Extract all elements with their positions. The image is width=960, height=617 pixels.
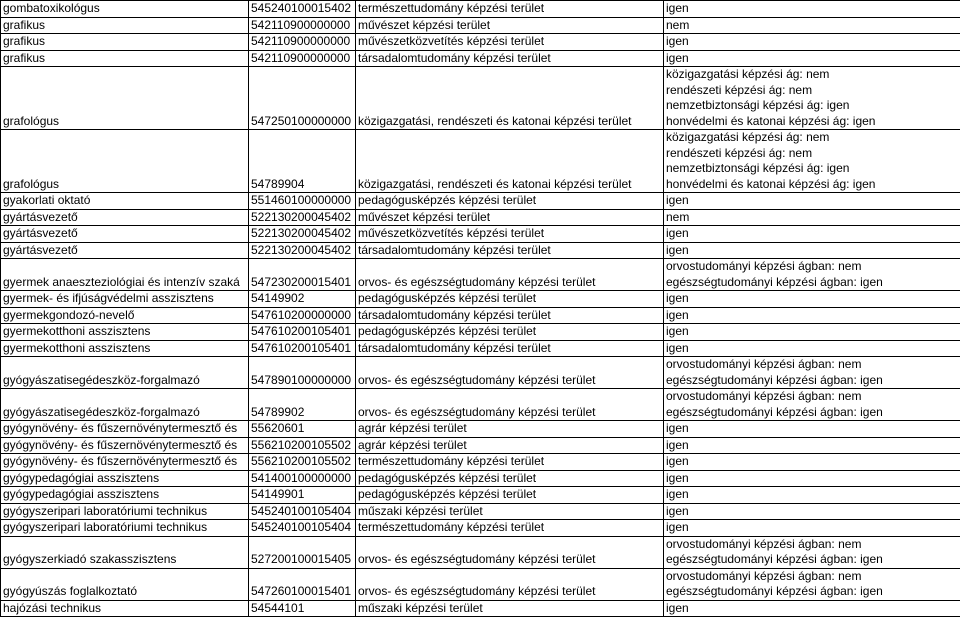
- table-row: [1, 242, 960, 259]
- eligibility-cell: [664, 357, 960, 389]
- training-area-cell: művészetközvetítés képzési terület: [356, 226, 664, 243]
- eligibility-line: igen: [666, 324, 960, 340]
- table-row: [1, 470, 960, 487]
- table-row: [1, 17, 960, 34]
- table-row: [1, 324, 960, 341]
- eligibility-cell: [664, 1, 960, 18]
- qualification-name-cell: gyermekotthoni asszisztens: [1, 324, 249, 341]
- qualification-name-cell: gyermekgondozó-nevelő: [1, 307, 249, 324]
- eligibility-line: honvédelmi és katonai képzési ág: igen: [666, 114, 960, 130]
- eligibility-cell: [664, 242, 960, 259]
- eligibility-line: rendészeti képzési ág: nem: [666, 146, 960, 162]
- table-row: [1, 340, 960, 357]
- eligibility-line: igen: [666, 601, 960, 617]
- qualification-code-cell: 547260100015401: [249, 568, 356, 600]
- training-area-cell: orvos- és egészségtudomány képzési terület: [356, 536, 664, 568]
- eligibility-line: orvostudományi képzési ágban: nem: [666, 569, 960, 585]
- table-row: [1, 50, 960, 67]
- qualification-name-cell: gyógynövény- és fűszernövénytermesztő és: [1, 437, 249, 454]
- table-row: [1, 437, 960, 454]
- qualification-name-cell: gyártásvezető: [1, 242, 249, 259]
- eligibility-cell: [664, 17, 960, 34]
- training-area-cell: természettudomány képzési terület: [356, 520, 664, 537]
- qualification-code-cell: 547230200015401: [249, 259, 356, 291]
- qualification-name-cell: grafikus: [1, 34, 249, 51]
- training-area-cell: társadalomtudomány képzési terület: [356, 50, 664, 67]
- qualification-name-cell: gyártásvezető: [1, 209, 249, 226]
- table-row: [1, 67, 960, 130]
- qualification-name-cell: gyógypedagógiai asszisztens: [1, 470, 249, 487]
- qualification-name-cell: gyógyászatisegédeszköz-forgalmazó: [1, 389, 249, 421]
- training-area-cell: pedagógusképzés képzési terület: [356, 324, 664, 341]
- table-row: [1, 454, 960, 471]
- qualification-code-cell: 547610200105401: [249, 324, 356, 341]
- training-area-cell: pedagógusképzés képzési terület: [356, 487, 664, 504]
- table-row: [1, 503, 960, 520]
- eligibility-cell: [664, 454, 960, 471]
- qualification-name-cell: gyógyszeripari laboratóriumi technikus: [1, 520, 249, 537]
- training-area-cell: pedagógusképzés képzési terület: [356, 470, 664, 487]
- qualification-code-cell: 522130200045402: [249, 242, 356, 259]
- eligibility-cell: [664, 259, 960, 291]
- qualification-code-cell: 545240100105404: [249, 503, 356, 520]
- qualification-code-cell: 551460100000000: [249, 193, 356, 210]
- eligibility-line: egészségtudományi képzési ágban: igen: [666, 275, 960, 291]
- eligibility-line: igen: [666, 438, 960, 454]
- qualification-name-cell: gyakorlati oktató: [1, 193, 249, 210]
- eligibility-cell: [664, 209, 960, 226]
- eligibility-cell: [664, 470, 960, 487]
- table-row: [1, 1, 960, 18]
- training-area-cell: műszaki képzési terület: [356, 600, 664, 617]
- qualification-name-cell: hajózási technikus: [1, 600, 249, 617]
- eligibility-cell: [664, 130, 960, 193]
- training-area-cell: művészet képzési terület: [356, 17, 664, 34]
- eligibility-line: nemzetbiztonsági képzési ág: igen: [666, 98, 960, 114]
- qualification-code-cell: 54789902: [249, 389, 356, 421]
- eligibility-line: egészségtudományi képzési ágban: igen: [666, 373, 960, 389]
- eligibility-line: igen: [666, 341, 960, 357]
- training-area-cell: műszaki képzési terület: [356, 503, 664, 520]
- qualification-name-cell: gyógyászatisegédeszköz-forgalmazó: [1, 357, 249, 389]
- eligibility-line: orvostudományi képzési ágban: nem: [666, 357, 960, 373]
- qualification-code-cell: 522130200045402: [249, 209, 356, 226]
- eligibility-line: igen: [666, 226, 960, 242]
- eligibility-line: egészségtudományi képzési ágban: igen: [666, 405, 960, 421]
- eligibility-line: igen: [666, 193, 960, 209]
- training-area-cell: közigazgatási, rendészeti és katonai képzési terület: [356, 67, 664, 130]
- qualification-name-cell: grafológus: [1, 130, 249, 193]
- qualification-name-cell: gyógyszeripari laboratóriumi technikus: [1, 503, 249, 520]
- eligibility-cell: [664, 520, 960, 537]
- eligibility-cell: [664, 291, 960, 308]
- training-area-cell: művészetközvetítés képzési terület: [356, 34, 664, 51]
- qualification-name-cell: gyógyszerkiadó szakasszisztens: [1, 536, 249, 568]
- training-area-cell: természettudomány képzési terület: [356, 1, 664, 18]
- eligibility-line: közigazgatási képzési ág: nem: [666, 130, 960, 146]
- eligibility-line: igen: [666, 454, 960, 470]
- qualification-code-cell: 547890100000000: [249, 357, 356, 389]
- eligibility-cell: [664, 226, 960, 243]
- qualification-code-cell: 542110900000000: [249, 17, 356, 34]
- eligibility-cell: [664, 503, 960, 520]
- eligibility-line: igen: [666, 471, 960, 487]
- table-row: [1, 226, 960, 243]
- training-area-cell: agrár képzési terület: [356, 421, 664, 438]
- eligibility-line: igen: [666, 1, 960, 17]
- qualification-code-cell: 541400100000000: [249, 470, 356, 487]
- eligibility-cell: [664, 34, 960, 51]
- qualification-code-cell: 556210200105502: [249, 437, 356, 454]
- qualification-name-cell: gyermek anaeszteziológiai és intenzív szaká: [1, 259, 249, 291]
- table-row: [1, 357, 960, 389]
- eligibility-cell: [664, 536, 960, 568]
- eligibility-line: igen: [666, 504, 960, 520]
- eligibility-line: igen: [666, 520, 960, 536]
- qualification-name-cell: gombatoxikológus: [1, 1, 249, 18]
- training-area-cell: társadalomtudomány képzési terület: [356, 307, 664, 324]
- qualification-code-cell: 527200100015405: [249, 536, 356, 568]
- table-row: [1, 259, 960, 291]
- table-row: [1, 307, 960, 324]
- eligibility-cell: [664, 437, 960, 454]
- qualification-name-cell: gyermekotthoni asszisztens: [1, 340, 249, 357]
- training-area-cell: orvos- és egészségtudomány képzési terület: [356, 357, 664, 389]
- eligibility-line: orvostudományi képzési ágban: nem: [666, 259, 960, 275]
- eligibility-line: igen: [666, 243, 960, 259]
- qualification-name-cell: gyógyúszás foglalkoztató: [1, 568, 249, 600]
- table-row: [1, 568, 960, 600]
- training-area-cell: orvos- és egészségtudomány képzési terület: [356, 259, 664, 291]
- eligibility-line: nem: [666, 18, 960, 34]
- table-row: [1, 536, 960, 568]
- training-area-cell: társadalomtudomány képzési terület: [356, 242, 664, 259]
- eligibility-line: orvostudományi képzési ágban: nem: [666, 537, 960, 553]
- eligibility-cell: [664, 50, 960, 67]
- eligibility-cell: [664, 389, 960, 421]
- eligibility-line: igen: [666, 34, 960, 50]
- qualification-code-cell: 547610200000000: [249, 307, 356, 324]
- training-area-cell: közigazgatási, rendészeti és katonai képzési terület: [356, 130, 664, 193]
- table-row: [1, 421, 960, 438]
- eligibility-line: igen: [666, 308, 960, 324]
- eligibility-line: közigazgatási képzési ág: nem: [666, 67, 960, 83]
- qualification-code-cell: 54544101: [249, 600, 356, 617]
- eligibility-line: honvédelmi és katonai képzési ág: igen: [666, 177, 960, 193]
- qualification-code-cell: 547610200105401: [249, 340, 356, 357]
- eligibility-line: igen: [666, 487, 960, 503]
- training-area-cell: agrár képzési terület: [356, 437, 664, 454]
- table-row: [1, 487, 960, 504]
- table-row: [1, 209, 960, 226]
- table-row: [1, 389, 960, 421]
- eligibility-line: orvostudományi képzési ágban: nem: [666, 389, 960, 405]
- eligibility-cell: [664, 307, 960, 324]
- training-area-cell: pedagógusképzés képzési terület: [356, 291, 664, 308]
- qualification-name-cell: grafikus: [1, 17, 249, 34]
- qualification-name-cell: gyártásvezető: [1, 226, 249, 243]
- qualification-code-cell: 556210200105502: [249, 454, 356, 471]
- training-area-cell: pedagógusképzés képzési terület: [356, 193, 664, 210]
- eligibility-line: rendészeti képzési ág: nem: [666, 83, 960, 99]
- qualification-name-cell: gyermek- és ifjúságvédelmi asszisztens: [1, 291, 249, 308]
- eligibility-line: nem: [666, 210, 960, 226]
- qualification-name-cell: gyógypedagógiai asszisztens: [1, 487, 249, 504]
- eligibility-line: egészségtudományi képzési ágban: igen: [666, 584, 960, 600]
- table-row: [1, 520, 960, 537]
- qualification-name-cell: gyógynövény- és fűszernövénytermesztő és: [1, 421, 249, 438]
- table-row: [1, 193, 960, 210]
- table-body: [1, 1, 960, 617]
- training-area-cell: társadalomtudomány képzési terület: [356, 340, 664, 357]
- qualification-code-cell: 54149902: [249, 291, 356, 308]
- eligibility-cell: [664, 421, 960, 438]
- eligibility-line: igen: [666, 421, 960, 437]
- qualification-name-cell: grafikus: [1, 50, 249, 67]
- qualification-code-cell: 545240100015402: [249, 1, 356, 18]
- eligibility-cell: [664, 568, 960, 600]
- eligibility-cell: [664, 324, 960, 341]
- qualification-code-cell: 545240100105404: [249, 520, 356, 537]
- eligibility-cell: [664, 67, 960, 130]
- eligibility-line: nemzetbiztonsági képzési ág: igen: [666, 161, 960, 177]
- qualification-name-cell: grafológus: [1, 67, 249, 130]
- qualification-code-cell: 547250100000000: [249, 67, 356, 130]
- eligibility-cell: [664, 487, 960, 504]
- table-row: [1, 600, 960, 617]
- qualification-code-cell: 542110900000000: [249, 34, 356, 51]
- qualification-code-cell: 542110900000000: [249, 50, 356, 67]
- table-row: [1, 34, 960, 51]
- qualification-code-cell: 54789904: [249, 130, 356, 193]
- table-row: [1, 130, 960, 193]
- eligibility-line: igen: [666, 51, 960, 67]
- qualification-code-cell: 54149901: [249, 487, 356, 504]
- eligibility-cell: [664, 600, 960, 617]
- qualification-name-cell: gyógynövény- és fűszernövénytermesztő és: [1, 454, 249, 471]
- eligibility-cell: [664, 193, 960, 210]
- table-row: [1, 291, 960, 308]
- training-area-cell: orvos- és egészségtudomány képzési terület: [356, 389, 664, 421]
- training-area-cell: művészet képzési terület: [356, 209, 664, 226]
- training-area-cell: természettudomány képzési terület: [356, 454, 664, 471]
- training-area-cell: orvos- és egészségtudomány képzési terület: [356, 568, 664, 600]
- eligibility-cell: [664, 340, 960, 357]
- qualification-code-cell: 522130200045402: [249, 226, 356, 243]
- qualification-code-cell: 55620601: [249, 421, 356, 438]
- eligibility-line: igen: [666, 291, 960, 307]
- eligibility-line: egészségtudományi képzési ágban: igen: [666, 552, 960, 568]
